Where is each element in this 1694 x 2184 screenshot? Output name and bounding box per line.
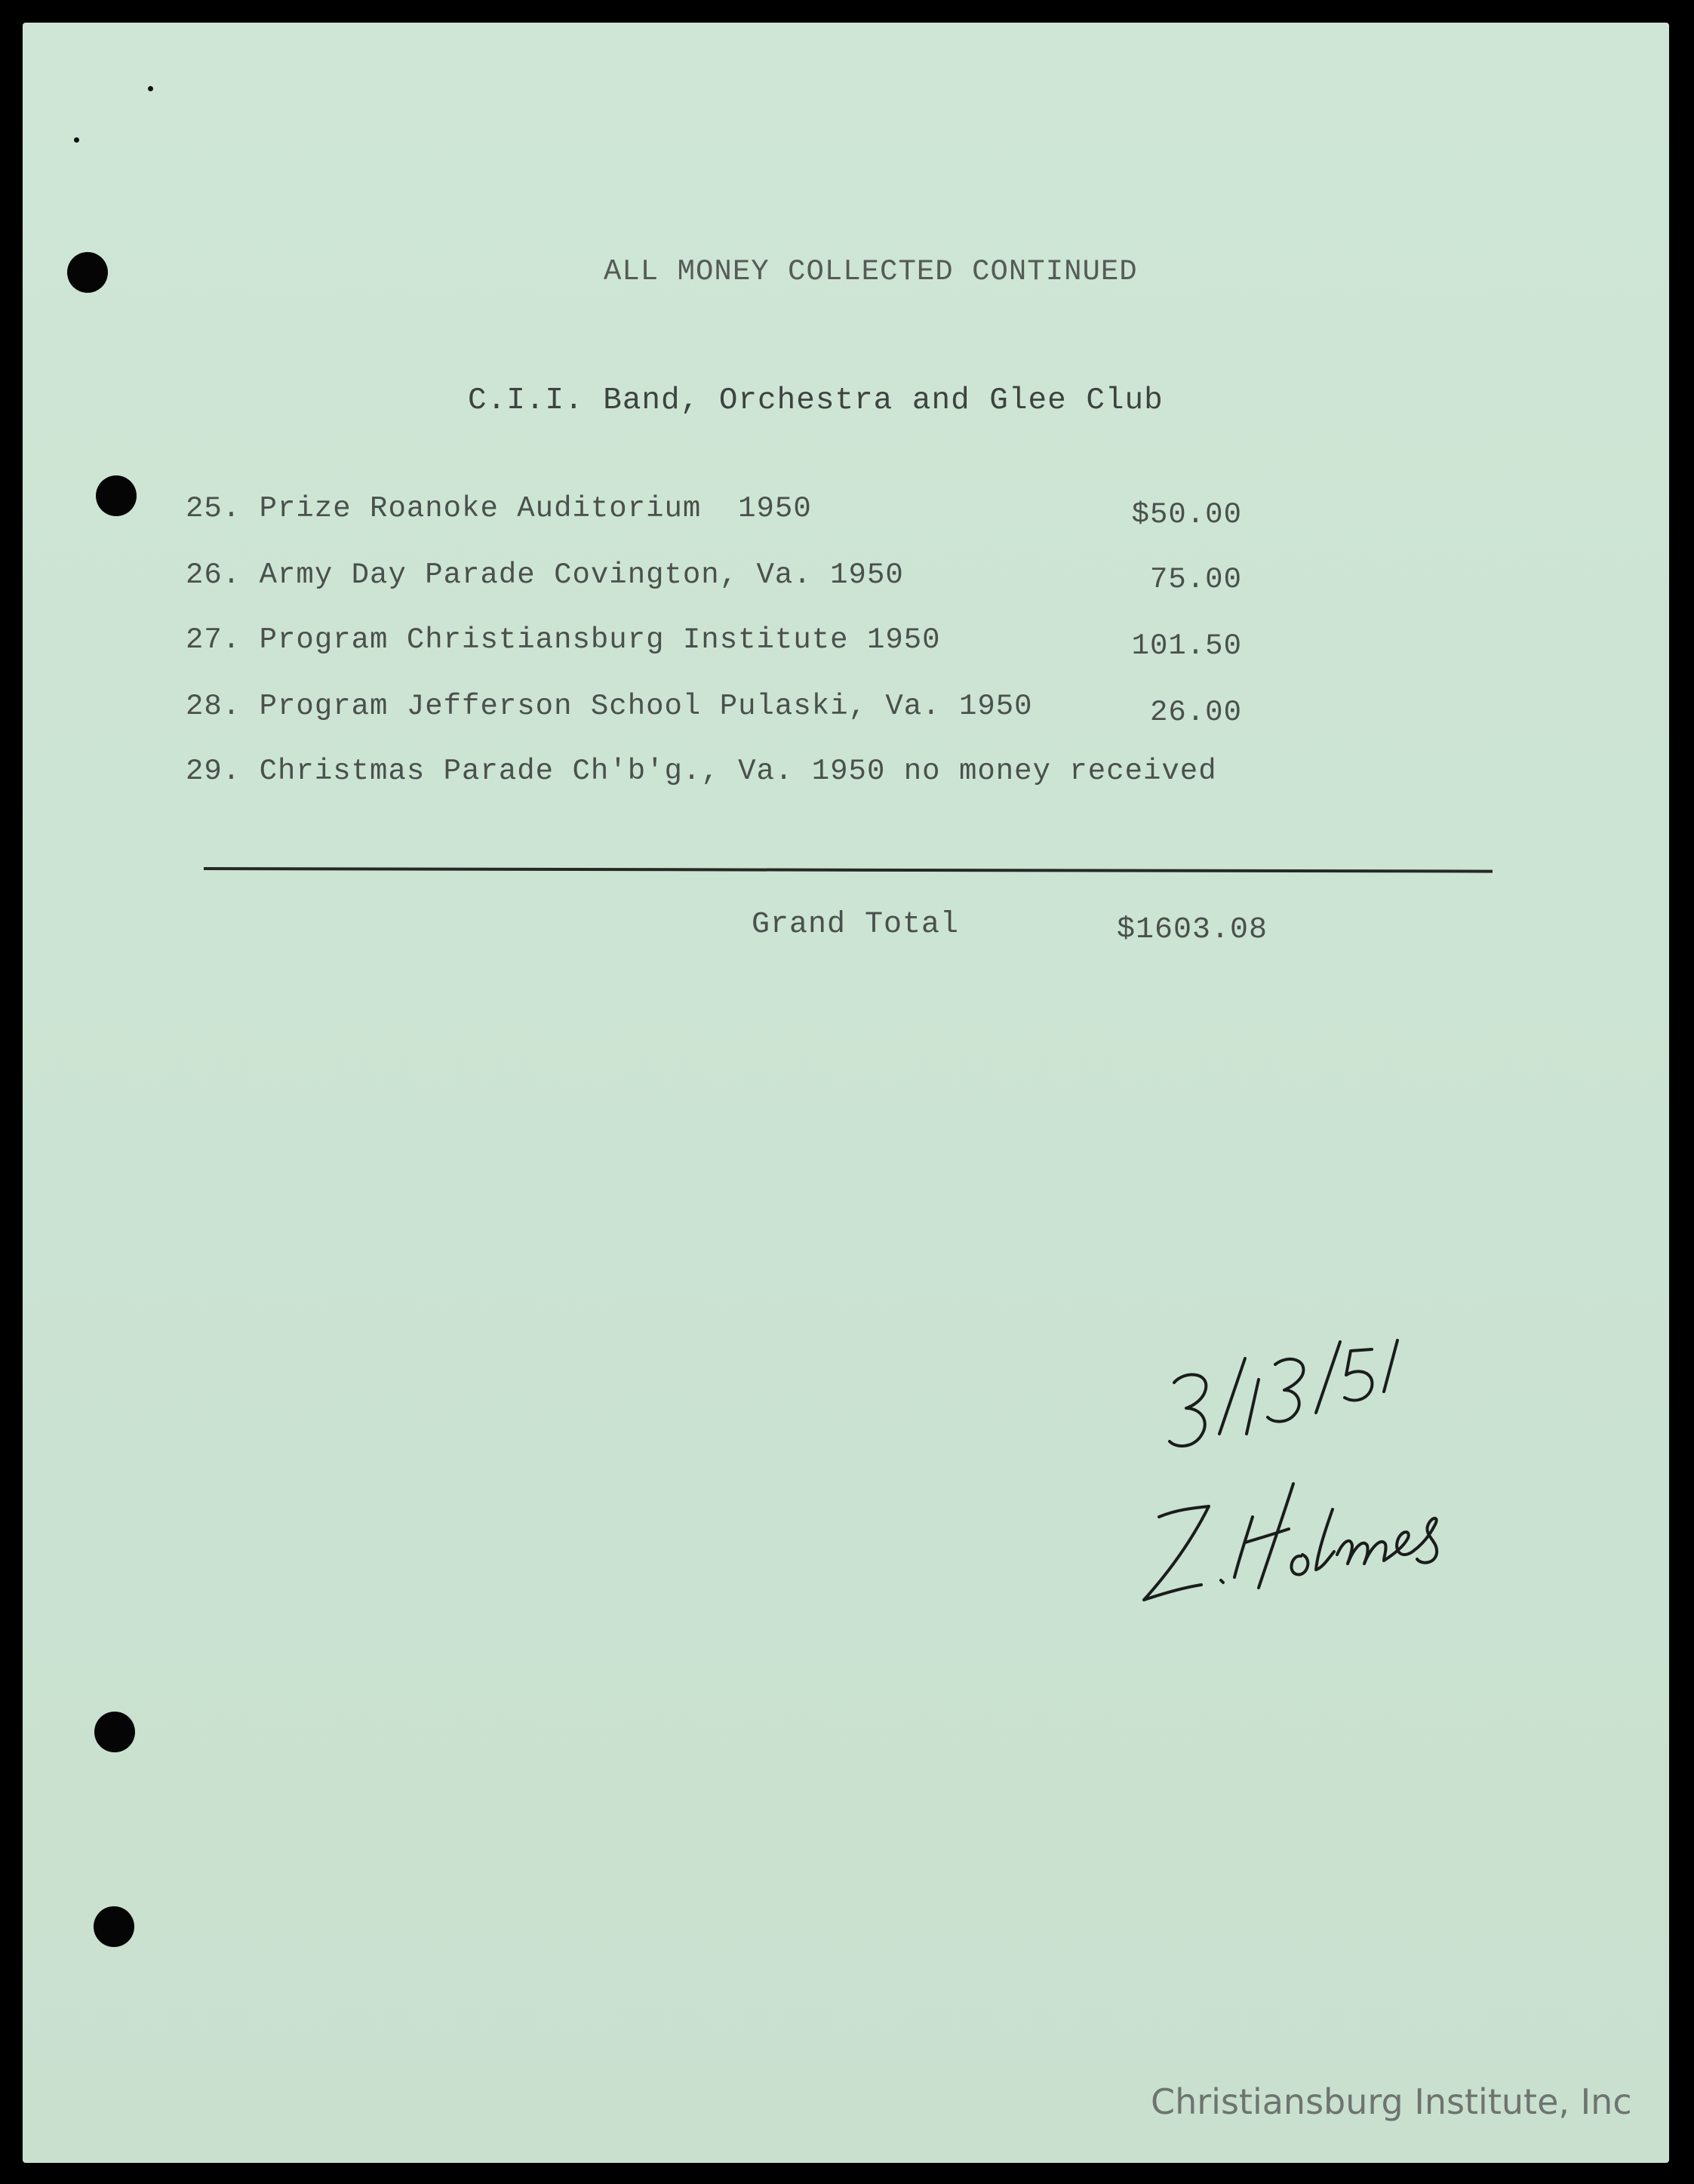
punch-hole bbox=[96, 475, 137, 516]
line-item-label: 26. Army Day Parade Covington, Va. 1950 bbox=[186, 558, 904, 592]
handwritten-signature bbox=[1132, 1328, 1554, 1645]
paper-speck bbox=[74, 137, 79, 143]
document-page bbox=[23, 23, 1669, 2163]
watermark: Christiansburg Institute, Inc bbox=[1151, 2081, 1632, 2122]
paper-speck bbox=[148, 86, 153, 91]
line-item-label: 25. Prize Roanoke Auditorium 1950 bbox=[186, 492, 812, 525]
total-rule bbox=[204, 867, 1493, 873]
punch-hole bbox=[94, 1712, 135, 1752]
line-item-label: 28. Program Jefferson School Pulaski, Va. 1950 bbox=[186, 690, 1033, 723]
document-subheading: C.I.I. Band, Orchestra and Glee Club bbox=[468, 383, 1164, 418]
line-item-label: 29. Christmas Parade Ch'b'g., Va. 1950 no money received bbox=[186, 755, 1217, 788]
punch-hole bbox=[94, 1906, 134, 1947]
grand-total-value: $1603.08 bbox=[1117, 913, 1268, 947]
document-heading: ALL MONEY COLLECTED CONTINUED bbox=[604, 255, 1138, 288]
punch-hole bbox=[67, 252, 108, 293]
line-item-label: 27. Program Christiansburg Institute 1950 bbox=[186, 623, 941, 657]
grand-total-label: Grand Total bbox=[752, 908, 960, 942]
line-item-amount: 101.50 bbox=[1131, 629, 1242, 663]
line-item-amount: $50.00 bbox=[1131, 498, 1242, 531]
line-item-amount: 75.00 bbox=[1149, 563, 1242, 596]
line-item-amount: 26.00 bbox=[1149, 696, 1242, 729]
